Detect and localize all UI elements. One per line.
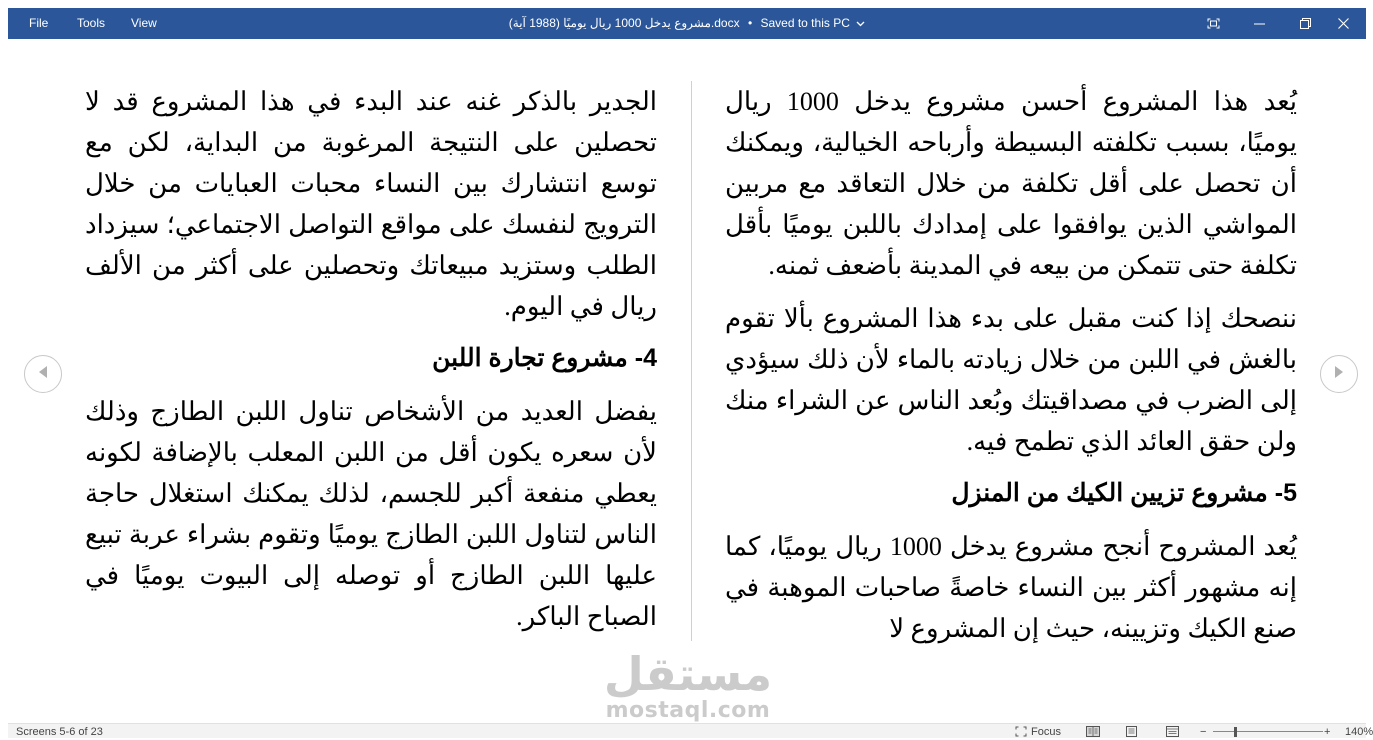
arrow-left-icon — [37, 365, 49, 384]
close-button[interactable] — [1320, 8, 1366, 39]
minimize-icon — [1254, 23, 1265, 25]
fullscreen-button[interactable] — [1190, 8, 1236, 39]
restore-icon — [1300, 18, 1311, 29]
zoom-in-button[interactable]: + — [1324, 726, 1331, 738]
chevron-down-icon[interactable] — [856, 8, 865, 39]
watermark-arabic: مستقل — [603, 647, 773, 701]
zoom-slider-thumb[interactable] — [1234, 727, 1237, 737]
focus-button[interactable]: Focus — [1031, 726, 1061, 738]
screen-count: Screens 5-6 of 23 — [16, 726, 103, 738]
previous-screen-button[interactable] — [24, 355, 62, 393]
paragraph: ننصحك إذا كنت مقبل على بدء هذا المشروع بألا تقوم بالغش في اللبن من خلال زيادته بالماء لأن ذلك سيؤدي إلى الضرب في مصداقيتك وبُعد الناس عن الشراء منك ولن حقق العائد الذي تطمح فيه. — [725, 304, 1297, 456]
focus-icon[interactable] — [1015, 726, 1027, 740]
menu-view[interactable]: View — [131, 16, 157, 30]
paragraph: يُعد هذا المشروع أحسن مشروع يدخل 1000 ريال يوميًا، بسبب تكلفته البسيطة وأرباحه الخيالية، ويمكنك أن تحصل على أقل تكلفة من خلال التعاقد مع مربين المواشي الذين يوافقوا على إمدادك باللبن يوميًا بأقل تكلفة حتى تتمكن من بيعه في المدينة بأضعف ثمنه. — [725, 87, 1298, 280]
arrow-right-icon — [1333, 365, 1345, 384]
status-bar — [8, 723, 1373, 738]
paragraph: يُعد المشروح أنجح مشروع يدخل 1000 ريال يوميًا، كما إنه مشهور أكثر بين النساء خاصةً صاحبات الموهبة في صنع الكيك وتزيينه، حيث إن المشروع لا — [725, 532, 1297, 643]
save-status[interactable]: Saved to this PC — [760, 16, 850, 30]
close-icon — [1338, 18, 1349, 29]
window-frame — [0, 0, 8, 738]
menu-tools[interactable]: Tools — [77, 16, 106, 30]
minimize-button[interactable] — [1236, 8, 1282, 39]
read-mode-icon[interactable] — [1086, 726, 1100, 740]
document-title — [8, 8, 1366, 39]
document-column-right[interactable] — [725, 81, 1297, 661]
document-column-left[interactable] — [85, 81, 657, 649]
watermark-latin: mostaql.com — [605, 698, 771, 723]
print-layout-icon[interactable] — [1126, 726, 1137, 740]
document-name[interactable]: مشروع يدخل 1000 ريال يوميًا (1988 آية).docx — [508, 16, 740, 30]
paragraph: يفضل العديد من الأشخاص تناول اللبن الطازج وذلك لأن سعره يكون أقل من اللبن المعلب بالإضافة لكونه يعطي منفعة أكبر للجسم، لذلك يمكنك استغلال حاجة الناس لتناول اللبن الطازج يوميًا وتقوم بشراء عربة تبيع عليها اللبن الطازج أو توصله إلى البيوت يوميًا في الصباح الباكر. — [85, 397, 657, 631]
menu-file[interactable]: File — [29, 16, 49, 30]
next-screen-button[interactable] — [1320, 355, 1358, 393]
fullscreen-icon — [1207, 18, 1220, 29]
zoom-level[interactable]: 140% — [1345, 726, 1373, 738]
watermark — [600, 649, 776, 723]
title-separator: • — [747, 16, 753, 30]
section-heading: 5- مشروع تزيين الكيك من المنزل — [951, 479, 1297, 507]
zoom-out-button[interactable]: − — [1200, 726, 1207, 738]
document-page[interactable] — [8, 39, 1366, 723]
web-layout-icon[interactable] — [1166, 726, 1179, 740]
title-bar — [8, 8, 1366, 39]
zoom-slider[interactable] — [1213, 731, 1323, 732]
column-divider — [691, 81, 692, 641]
paragraph: الجدير بالذكر غنه عند البدء في هذا المشروع قد لا تحصلين على النتيجة المرغوبة من البداية، لكن مع توسع انتشارك بين النساء محبات العبايات من خلال الترويج لنفسك على مواقع التواصل الاجتماعي؛ سيزداد الطلب وستزيد مبيعاتك وتحصلين على أكثر من الألف ريال في اليوم. — [85, 87, 657, 321]
section-heading: 4- مشروع تجارة اللبن — [432, 344, 657, 372]
